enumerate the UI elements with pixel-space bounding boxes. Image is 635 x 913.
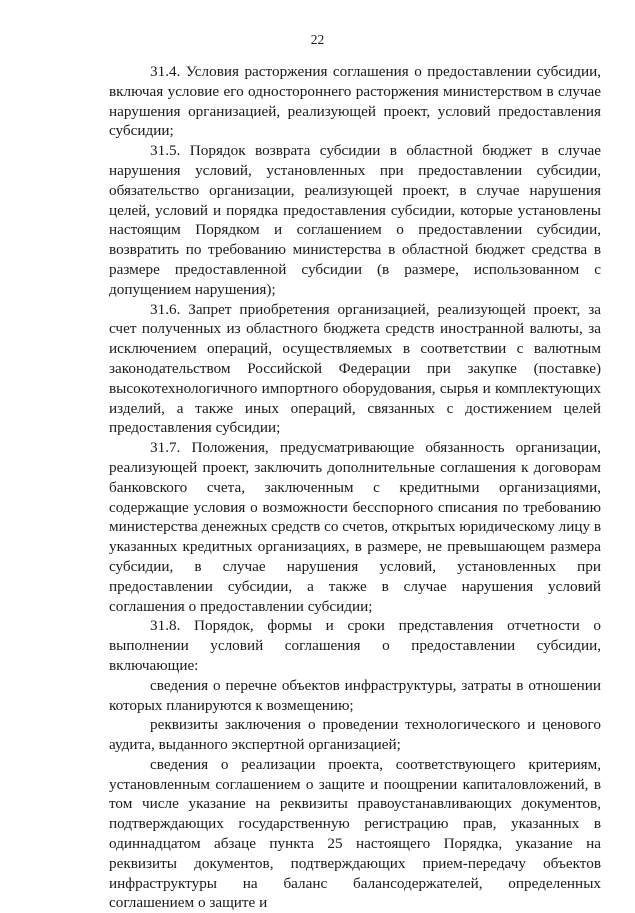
page-number: 22 bbox=[310, 32, 325, 47]
document-body bbox=[109, 62, 601, 913]
clause-31-7: 31.7. Положения, предусматривающие обязанность организации, реализующей проект, заключить дополнительные соглашения к договорам банковского счета, заключенным с кредитными организациями, содержащие условия о возможности бесспорного списания по требованию министерства денежных средств со счетов, открытых юридическому лицу в указанных кредитных организациях, в размере, не превышающем размера субсидии, в случае нарушения условий, установленных при предоставлении субсидии, а также в случае нарушения условий соглашения о предоставлении субсидии; bbox=[109, 439, 602, 615]
list-item-audit: реквизиты заключения о проведении технологического и ценового аудита, выданного экспертной организацией; bbox=[109, 716, 601, 754]
clause-31-5: 31.5. Порядок возврата субсидии в областной бюджет в случае нарушения условий, установленных при предоставлении субсидии, обязательство организации, реализующей проект, в случае нарушения целей, условий и порядка предоставления субсидии, которые установлены настоящим Порядком и соглашением о предоставлении субсидии, возвратить по требованию министерства в областной бюджет средства в размере предоставленной субсидии (в размере, использованном с допущением нарушения); bbox=[109, 142, 601, 298]
list-item-infrastructure: сведения о перечне объектов инфраструктуры, затраты в отношении которых планируются к возмещению; bbox=[109, 676, 601, 714]
clause-31-4: 31.4. Условия расторжения соглашения о предоставлении субсидии, включая условие его одностороннего расторжения министерством в случае нарушения организацией, реализующей проект, условий предоставления субсидии; bbox=[109, 63, 601, 140]
clause-31-6: 31.6. Запрет приобретения организацией, реализующей проект, за счет полученных из областного бюджета средств иностранной валюты, за исключением операций, осуществляемых в соответствии с валютным законодательством Российской Федерации при закупке (поставке) высокотехнологичного импортного оборудования, сырья и комплектующих изделий, а также иных операций, связанных с достижением целей предоставления субсидии; bbox=[109, 300, 601, 437]
clause-31-8: 31.8. Порядок, формы и сроки представления отчетности о выполнении условий соглашения о предоставлении субсидии, включающие: bbox=[109, 617, 601, 674]
list-item-project-info: сведения о реализации проекта, соответствующего критериям, установленным соглашением о защите и поощрении капиталовложений, в том числе указание на реквизиты правоустанавливающих документов, подтверждающих государственную регистрацию прав, указанных в одиннадцатом абзаце пункта 25 настоящего Порядка, указание на реквизиты документов, подтверждающих прием-передачу объектов инфраструктуры на баланс балансодержателей, определенных соглашением о защите и bbox=[109, 755, 601, 912]
